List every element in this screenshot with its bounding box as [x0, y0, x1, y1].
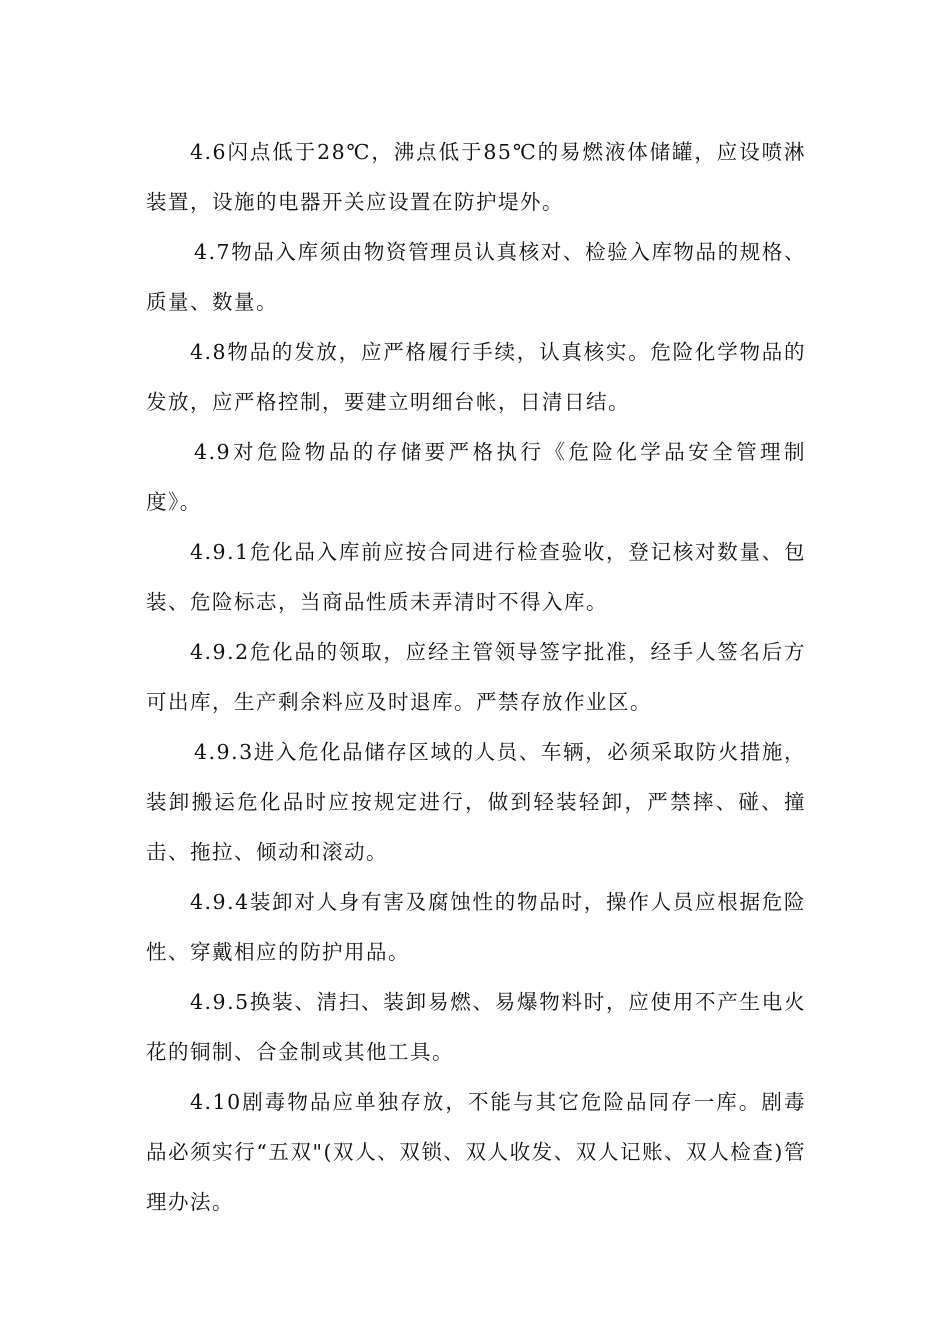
paragraph-4-9-5: 4.9.5换装、清扫、装卸易燃、易爆物料时，应使用不产生电火花的铜制、合金制或其他工具。 [146, 990, 806, 1064]
paragraph-4-8: 4.8物品的发放，应严格履行手续，认真核实。危险化学物品的发放，应严格控制，要建立明细台帐，日清日结。 [146, 340, 806, 414]
paragraph-4-9-3: 4.9.3进入危化品储存区域的人员、车辆，必须采取防火措施，装卸搬运危化品时应按规定进行，做到轻装轻卸，严禁摔、碰、撞击、拖拉、倾动和滚动。 [146, 740, 806, 864]
paragraph-4-10: 4.10剧毒物品应单独存放，不能与其它危险品同存一库。剧毒品必须实行“五双"(双人、双锁、双人收发、双人记账、双人检查)管理办法。 [146, 1090, 806, 1214]
paragraph-4-6: 4.6闪点低于28℃，沸点低于85℃的易燃液体储罐，应设喷淋装置，设施的电器开关应设置在防护堤外。 [146, 140, 806, 214]
paragraph-4-9-2: 4.9.2危化品的领取，应经主管领导签字批准，经手人签名后方可出库，生产剩余料应及时退库。严禁存放作业区。 [146, 640, 806, 714]
paragraph-4-9-4: 4.9.4装卸对人身有害及腐蚀性的物品时，操作人员应根据危险性、穿戴相应的防护用品。 [146, 890, 806, 964]
paragraph-4-7: 4.7物品入库须由物资管理员认真核对、检验入库物品的规格、质量、数量。 [146, 240, 806, 314]
paragraph-4-9: 4.9对危险物品的存储要严格执行《危险化学品安全管理制度》。 [146, 440, 806, 514]
paragraph-4-9-1: 4.9.1危化品入库前应按合同进行检查验收，登记核对数量、包装、危险标志，当商品性质未弄清时不得入库。 [146, 540, 806, 614]
